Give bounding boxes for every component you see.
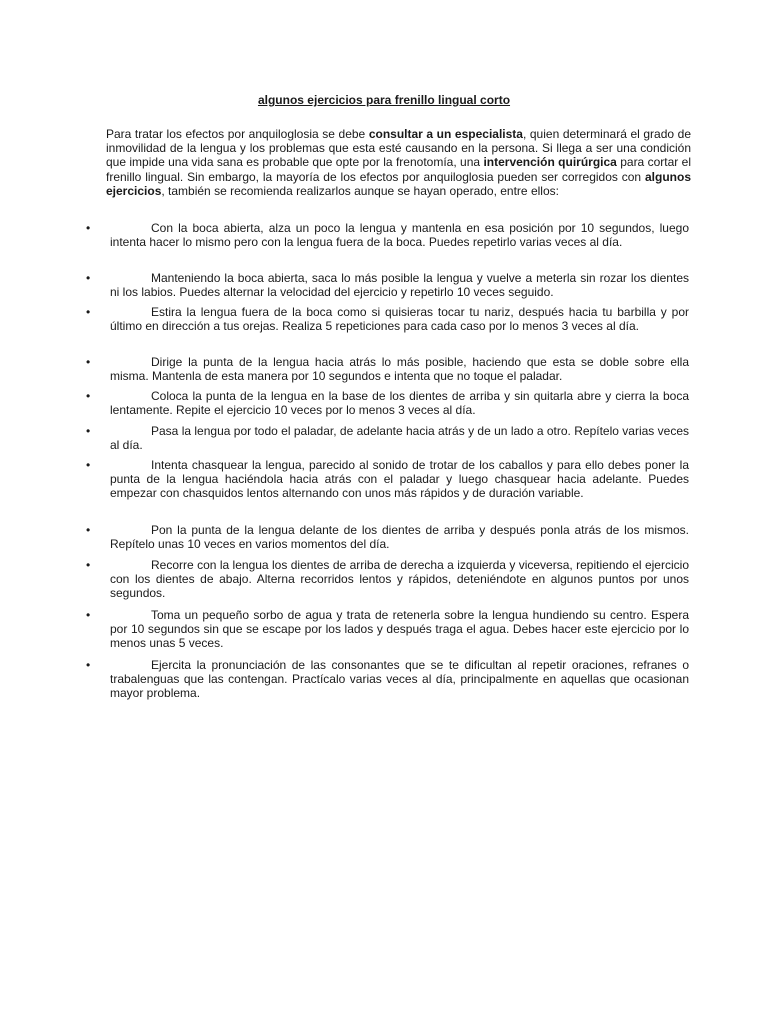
intro-bold-1: consultar a un especialista (368, 127, 523, 141)
list-item-text: Con la boca abierta, alza un poco la lengua y mantenla en esa posición por 10 segundos, luego intenta hacer lo mismo pero con la lengua fuera de la boca. Puedes repetirlo varias veces al día. (110, 221, 689, 250)
bullet-icon: • (86, 389, 91, 403)
list-item-text: Estira la lengua fuera de la boca como si quisieras tocar tu nariz, después hacia tu barbilla y por último en dirección a tus orejas. Realiza 5 repeticiones para cada caso por lo menos 3 veces al día. (110, 305, 689, 334)
bullet-icon: • (86, 271, 91, 285)
list-item-text: Manteniendo la boca abierta, saca lo más posible la lengua y vuelve a meterla sin rozar los dientes ni los labios. Puedes alternar la velocidad del ejercicio y repetirlo 10 veces seguido. (110, 271, 689, 300)
document-title: algunos ejercicios para frenillo lingual corto (257, 93, 511, 107)
bullet-icon: • (86, 658, 91, 672)
bullet-icon: • (86, 608, 91, 622)
intro-text-1: Para tratar los efectos por anquiloglosia se debe (106, 127, 369, 141)
bullet-icon: • (86, 355, 91, 369)
bullet-icon: • (86, 221, 91, 235)
list-item-text: Dirige la punta de la lengua hacia atrás lo más posible, haciendo que esta se doble sobre ella misma. Mantenla de esta manera por 10 segundos e intenta que no toque el paladar. (110, 355, 689, 384)
intro-text-4: , también se recomienda realizarlos aunque se hayan operado, entre ellos: (161, 183, 559, 198)
intro-paragraph (106, 127, 691, 198)
list-item-text: Intenta chasquear la lengua, parecido al sonido de trotar de los caballos y para ello debes poner la punta de la lengua haciéndola hacia atrás con el paladar y luego chasquear hacia adelante. Puedes empezar con chasquidos lentos alternando con unos más rápidos y de duración variable. (110, 458, 689, 501)
bullet-icon: • (86, 458, 91, 472)
intro-bold-2: intervención quirúrgica (483, 155, 617, 170)
list-item-text: Recorre con la lengua los dientes de arriba de derecha a izquierda y viceversa, repitiendo el ejercicio con los dientes de abajo. Alterna recorridos lentos y rápidos, deteniéndote en algunos puntos por unos segundos. (110, 558, 689, 601)
bullet-icon: • (86, 523, 91, 537)
list-item-text: Pon la punta de la lengua delante de los dientes de arriba y después ponla atrás de los mismos. Repítelo unas 10 veces en varios momentos del día. (110, 523, 689, 552)
intro-bold-3: algunos ejercicios (106, 169, 691, 198)
intro-text-3: para cortar el frenillo lingual. Sin embargo, la mayoría de los efectos por anquiloglosia pueden ser corregidos con (106, 155, 691, 184)
list-item-text: Pasa la lengua por todo el paladar, de adelante hacia atrás y de un lado a otro. Repítelo varias veces al día. (110, 424, 689, 453)
bullet-icon: • (86, 424, 91, 438)
list-item-text: Toma un pequeño sorbo de agua y trata de retenerla sobre la lengua hundiendo su centro. Espera por 10 segundos sin que se escape por los lados y después traga el agua. Debes hacer este ejercicio por lo menos unas 5 veces. (110, 608, 689, 651)
list-item-text: Ejercita la pronunciación de las consonantes que se te dificultan al repetir oraciones, refranes o trabalenguas que las contengan. Practícalo varias veces al día, principalmente en aquellas que ocasionan mayor problema. (110, 658, 689, 701)
bullet-icon: • (86, 558, 91, 572)
intro-text-2: , quien determinará el grado de inmovilidad de la lengua y los problemas que esta esté causando en la persona. Si llega a ser una condición que impide una vida sana es probable que opte por la frenotomía, una (106, 127, 691, 170)
bullet-icon: • (86, 305, 91, 319)
list-item-text: Coloca la punta de la lengua en la base de los dientes de arriba y sin quitarla abre y cierra la boca lentamente. Repite el ejercicio 10 veces por lo menos 3 veces al día. (110, 389, 689, 418)
